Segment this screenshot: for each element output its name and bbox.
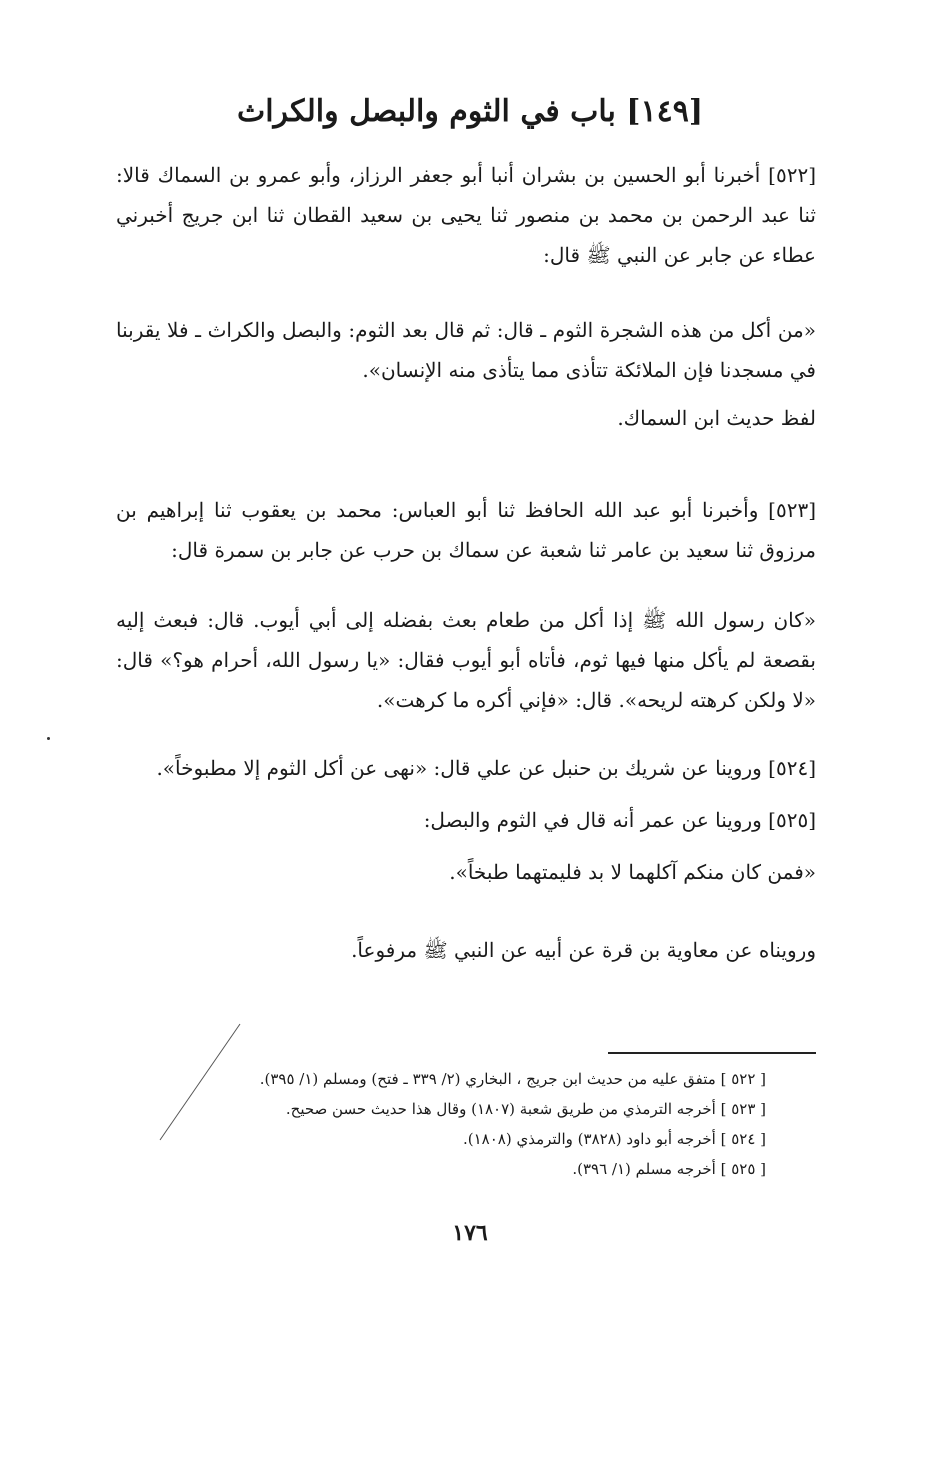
footnote-522: [ ٥٢٢ ] متفق عليه من حديث ابن جريج ، البخاري (٢/ ٣٣٩ ـ فتح) ومسلم (١/ ٣٩٥). [259, 1070, 766, 1088]
chapter-title: [١٤٩] باب في الثوم والبصل والكراث [236, 94, 704, 129]
footnote-523: [ ٥٢٣ ] أخرجه الترمذي من طريق شعبة (١٨٠٧) وقال هذا حديث حسن صحيح. [285, 1100, 766, 1118]
hadith-523-text: «كان رسول الله ﷺ إذا أكل من طعام بعث بفضله إلى أبي أيوب. قال: فبعث إليه بقصعة لم يأكل منها فيها ثوم، فأتاه أبو أيوب فقال: «يا رسول الله، أحرام هو؟» قال: «لا ولكن كرهته لريحه». قال: «فإني أكره ما كرهت». [116, 608, 816, 712]
hadith-marfu-note: ورويناه عن معاوية بن قرة عن أبيه عن النبي ﷺ مرفوعاً. [351, 938, 816, 962]
hadith-525-text: «فمن كان منكم آكلهما لا بد فليمتهما طبخاً». [449, 860, 816, 884]
footnote-separator [608, 1052, 816, 1054]
page-number: ١٧٦ [452, 1220, 488, 1246]
hadith-522-isnad: [٥٢٢] أخبرنا أبو الحسين بن بشران أنبا أبو جعفر الرزاز، وأبو عمرو بن السماك قالا: ثنا عبد الرحمن بن محمد بن منصور ثنا يحيى بن سعيد القطان ثنا ابن جريج أخبرني عطاء عن جابر عن النبي ﷺ قال: [116, 163, 816, 267]
scan-speck [47, 737, 50, 740]
hadith-523-isnad: [٥٢٣] وأخبرنا أبو عبد الله الحافظ ثنا أبو العباس: محمد بن يعقوب ثنا إبراهيم بن مرزوق ثنا سعيد بن عامر ثنا شعبة عن سماك بن حرب عن جابر بن سمرة قال: [116, 498, 816, 562]
footnote-525: [ ٥٢٥ ] أخرجه مسلم (١/ ٣٩٦). [572, 1160, 766, 1178]
hadith-522-text: «من أكل من هذه الشجرة الثوم ـ قال: ثم قال بعد الثوم: والبصل والكراث ـ فلا يقربنا في مسجدنا فإن الملائكة تتأذى مما يتأذى منه الإنسان». [116, 318, 816, 382]
hadith-524: [٥٢٤] وروينا عن شريك بن حنبل عن علي قال: «نهى عن أكل الثوم إلا مطبوخاً». [156, 756, 816, 780]
footnote-524: [ ٥٢٤ ] أخرجه أبو داود (٣٨٢٨) والترمذي (١٨٠٨). [462, 1130, 766, 1148]
hadith-522-note: لفظ حديث ابن السماك. [617, 406, 816, 430]
hadith-525-isnad: [٥٢٥] وروينا عن عمر أنه قال في الثوم والبصل: [423, 808, 816, 832]
pencil-stroke-mark [150, 1022, 250, 1142]
